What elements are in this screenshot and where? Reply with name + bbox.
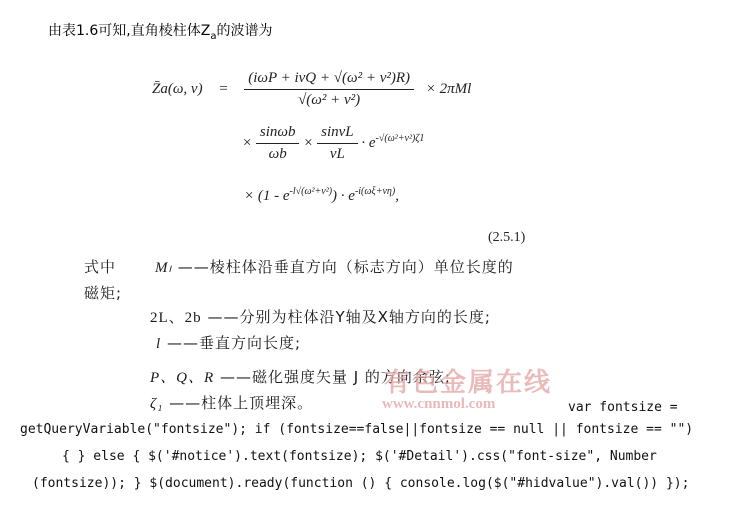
- formula-eq: =: [218, 80, 229, 97]
- formula-exponent-3a: -l√(ω²+ν²): [289, 186, 333, 197]
- intro-subscript: a: [210, 30, 217, 42]
- definition-zeta-text: ——柱体上顶埋深。: [169, 394, 314, 412]
- formula-line-3: [244, 186, 399, 205]
- definition-l-text: ——分别为柱体沿Y轴及X轴方向的长度;: [207, 308, 491, 326]
- equation-number: (2.5.1): [488, 230, 526, 245]
- times-sign: ×: [303, 134, 314, 151]
- definition-m-symbol: Mₗ: [155, 260, 172, 276]
- formula-fraction-2: [256, 124, 300, 163]
- definition-h: [156, 332, 301, 353]
- definition-h-symbol: l: [156, 336, 162, 352]
- formula-line-2: [242, 124, 424, 163]
- code-line-2: getQueryVariable("fontsize"); if (fontsize==false||fontsize == null || fontsize == ""): [20, 422, 694, 437]
- intro-suffix: 的波谱为: [216, 23, 273, 39]
- code-line-3: { } else { $('#notice').text(fontsize); $('#Detail').css("font-size", Number: [62, 449, 657, 464]
- intro-prefix: 由表1.6可知,直角棱柱体Z: [48, 23, 211, 39]
- definition-m: [155, 256, 514, 277]
- formula-exponent-3b: -i(ωξ+νη): [354, 186, 396, 197]
- definition-l-symbol: 2L、2b: [150, 310, 202, 326]
- formula-fraction-1: [244, 70, 414, 109]
- code-line-4: (fontsize)); } $(document).ready(function () { console.log($("#hidvalue").val()) });: [32, 476, 690, 491]
- formula-line3-end: ,: [395, 188, 399, 204]
- formula-numerator-3: sinνL: [317, 124, 358, 144]
- formula-denominator-1: √(ω² + ν²): [298, 92, 361, 108]
- definition-m-text: ——棱柱体沿垂直方向（标志方向）单位长度的: [177, 258, 514, 276]
- definition-pqr-symbol: P、Q、R: [150, 370, 215, 386]
- code-line-1: var fontsize =: [568, 400, 678, 415]
- formula-tail-1: × 2πMl: [425, 80, 472, 97]
- dot-e: · e: [361, 134, 376, 151]
- formula-denominator-2: ωb: [268, 146, 287, 162]
- formula-lhs: Z̄a(ω, ν): [152, 80, 203, 97]
- watermark-url: www.cnnmol.com: [382, 396, 496, 412]
- formula-line-1: [152, 70, 471, 109]
- formula-exponent-2: -√(ω²+ν²)ζ1: [375, 132, 425, 144]
- watermark-cn: 有色金属在线: [384, 368, 553, 398]
- definition-l: [150, 306, 491, 327]
- definition-label-shizhong: 式中: [84, 258, 117, 276]
- formula-line3-mid: ) · e: [332, 188, 355, 204]
- definition-label-cichi: 磁矩;: [84, 284, 123, 302]
- formula-numerator-1: (iωP + iνQ + √(ω² + ν²)R): [244, 70, 414, 90]
- definition-zeta-symbol: ζ₁: [150, 396, 164, 412]
- intro-text: [48, 20, 272, 42]
- definition-h-text: ——垂直方向长度;: [166, 334, 302, 352]
- formula-line3-main: × (1 - e: [244, 188, 290, 204]
- definition-zeta: [150, 392, 313, 413]
- formula-fraction-3: [317, 124, 358, 163]
- formula-numerator-2: sinωb: [256, 124, 300, 144]
- definition-pqr-text: ——磁化强度矢量 J 的方向余弦;: [219, 368, 451, 386]
- times-sign: ×: [242, 134, 253, 151]
- formula-denominator-3: νL: [329, 146, 345, 162]
